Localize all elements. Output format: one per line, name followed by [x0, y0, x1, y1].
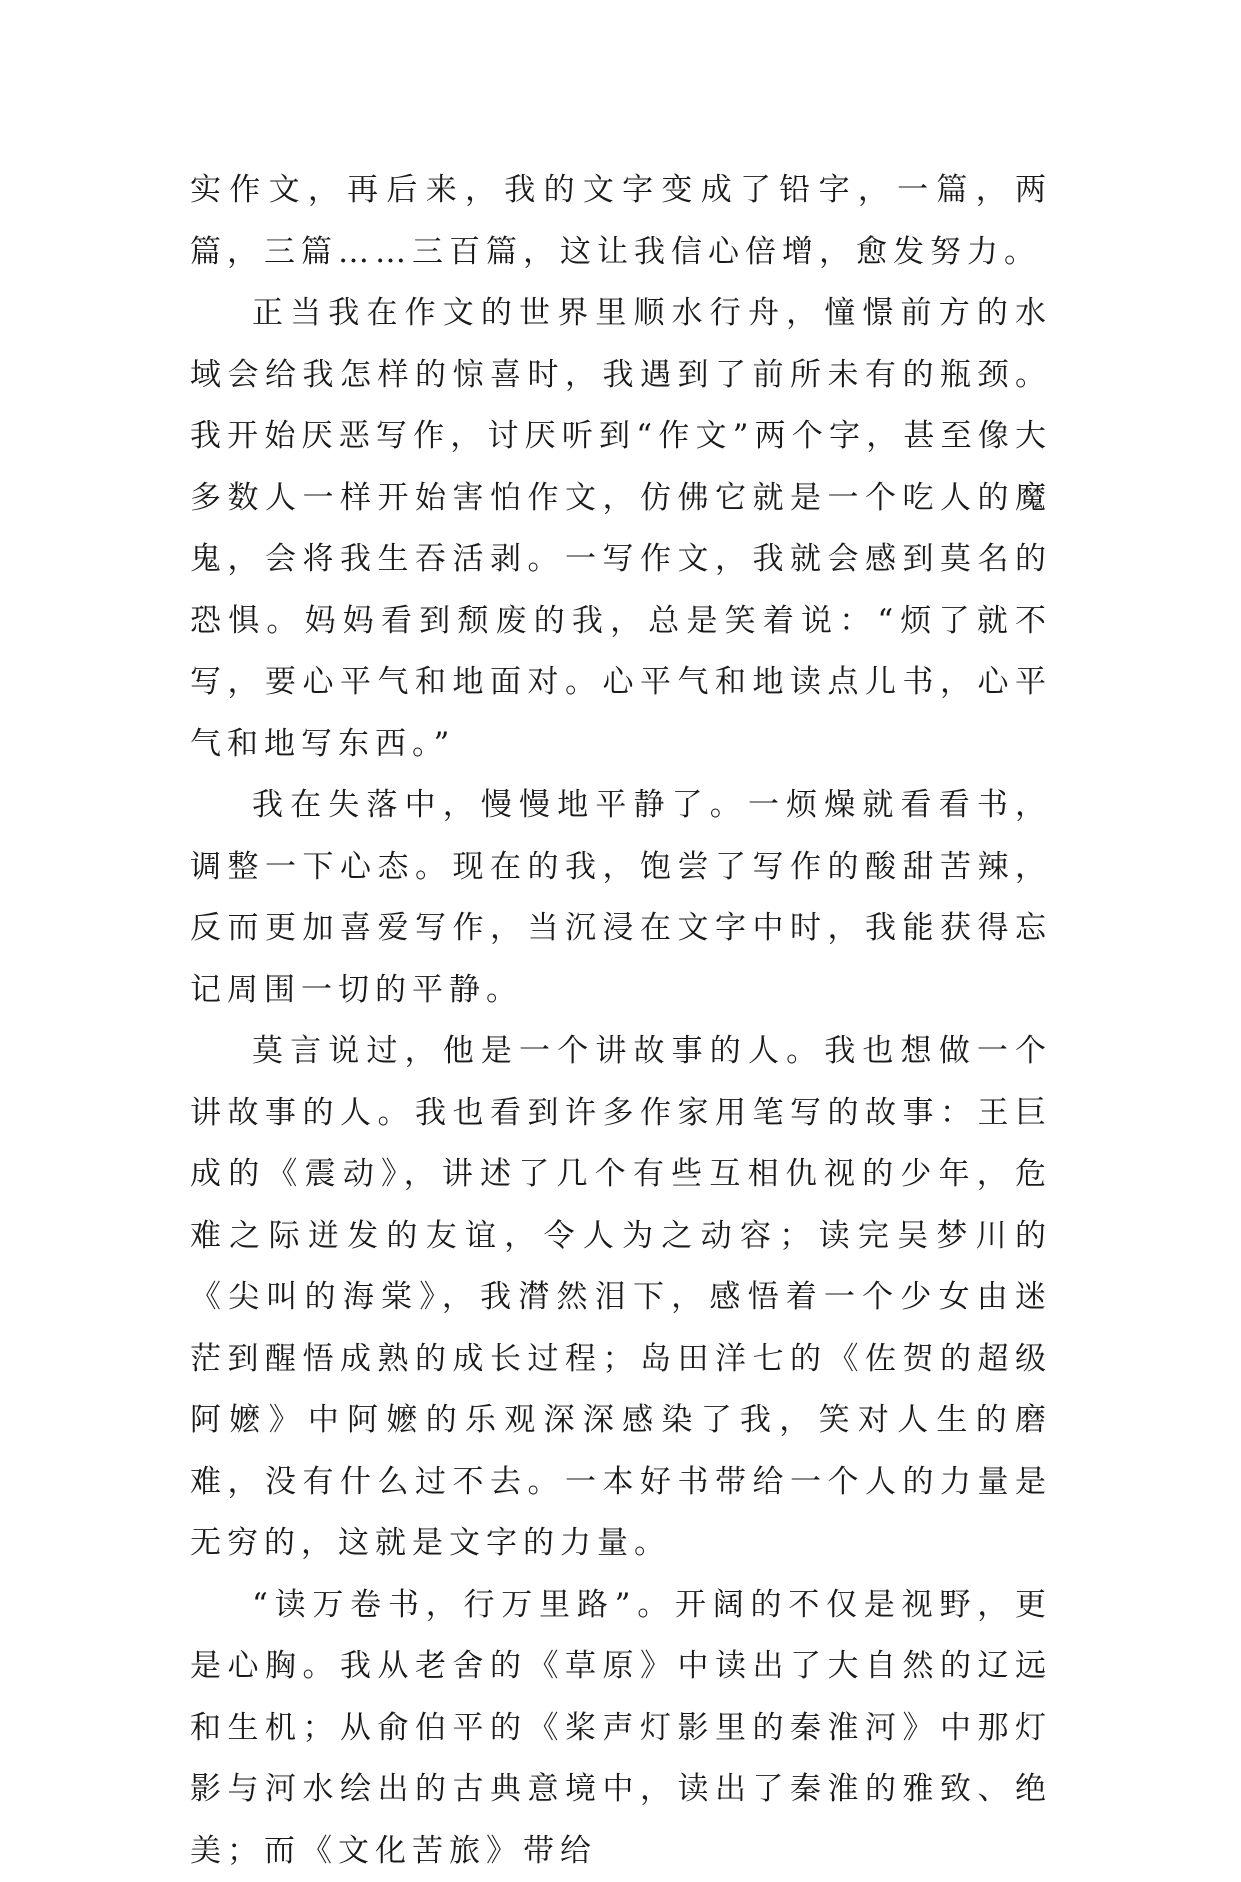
- document-body: [190, 160, 1052, 1882]
- paragraph: “读万卷书，行万里路”。开阔的不仅是视野，更是心胸。我从老舍的《草原》中读出了大自然的辽远和生机；从俞伯平的《桨声灯影里的秦淮河》中那灯影与河水绘出的古典意境中，读出了秦淮的雅致、绝美；而《文化苦旅》带给: [190, 1575, 1052, 1882]
- paragraph: 正当我在作文的世界里顺水行舟，憧憬前方的水域会给我怎样的惊喜时，我遇到了前所未有的瓶颈。我开始厌恶写作，讨厌听到“作文”两个字，甚至像大多数人一样开始害怕作文，仿佛它就是一个吃人的魔鬼，会将我生吞活剥。一写作文，我就会感到莫名的恐惧。妈妈看到颓废的我，总是笑着说：“烦了就不写，要心平气和地面对。心平气和地读点儿书，心平气和地写东西。”: [190, 283, 1052, 775]
- paragraph: 莫言说过，他是一个讲故事的人。我也想做一个讲故事的人。我也看到许多作家用笔写的故事：王巨成的《震动》，讲述了几个有些互相仇视的少年，危难之际迸发的友谊，令人为之动容；读完吴梦川的《尖叫的海棠》，我潸然泪下，感悟着一个少女由迷茫到醒悟成熟的成长过程；岛田洋七的《佐贺的超级阿嬷》中阿嬷的乐观深深感染了我，笑对人生的磨难，没有什么过不去。一本好书带给一个人的力量是无穷的，这就是文字的力量。: [190, 1021, 1052, 1575]
- paragraph: 我在失落中，慢慢地平静了。一烦燥就看看书，调整一下心态。现在的我，饱尝了写作的酸甜苦辣，反而更加喜爱写作，当沉浸在文字中时，我能获得忘记周围一切的平静。: [190, 775, 1052, 1021]
- paragraph: 实作文，再后来，我的文字变成了铅字，一篇，两篇，三篇……三百篇，这让我信心倍增，愈发努力。: [190, 160, 1052, 283]
